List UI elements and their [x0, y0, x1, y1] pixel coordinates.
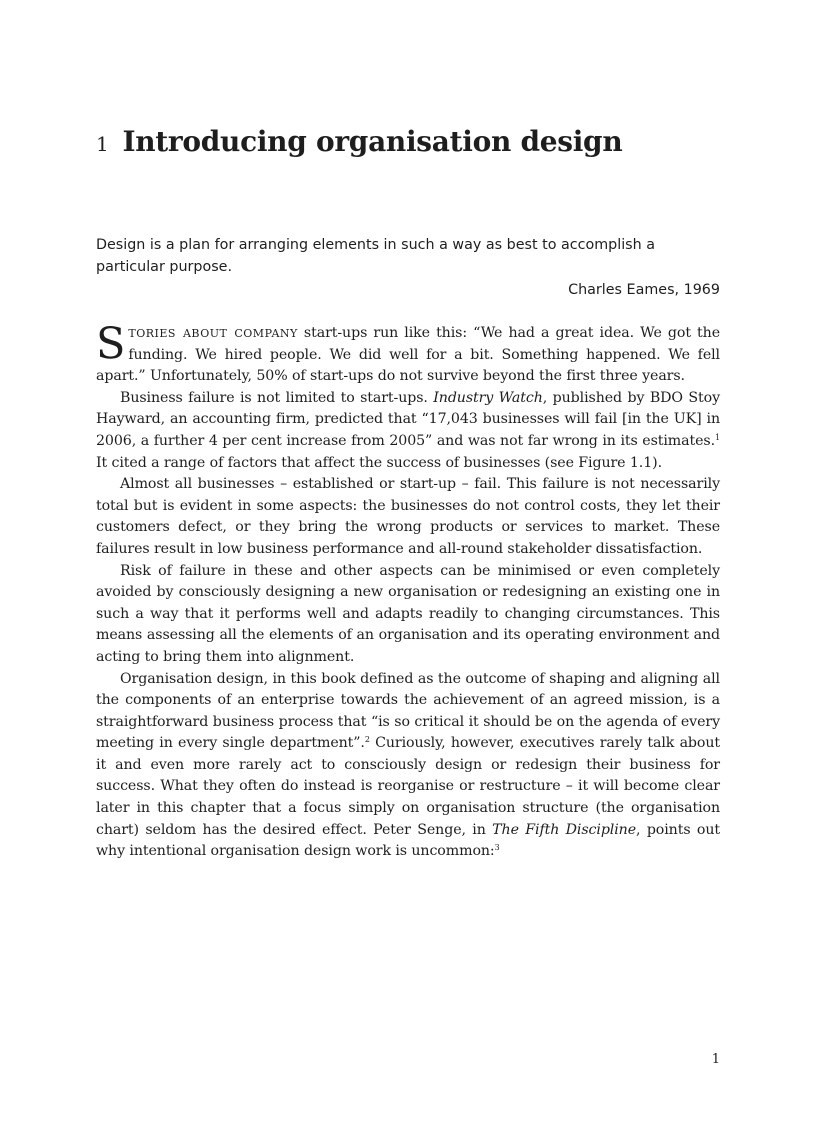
paragraph-2-text-a: Business failure is not limited to start-ups.	[120, 389, 434, 406]
paragraph-4: Risk of failure in these and other aspects can be minimised or even completely avoided by consciously designing a new organisation or redesigning an existing one in such a way that it performs well and adapts readily to changing circumstances. This means assessing all the elements of an organisation and its operating environment and acting to bring them into alignment.	[96, 562, 720, 665]
body-text	[96, 319, 720, 863]
chapter-number: 1	[96, 132, 109, 156]
paragraph-5-text-a: Organisation design, in this book defined as the outcome of shaping and aligning all the components of an enterprise towards the achievement of an agreed mission, is a straightforward business process that “is so critical it should be on the agenda of every meeting in every single department”.	[96, 670, 720, 752]
epigraph	[96, 234, 720, 301]
paragraph-5-text-b: Curiously, however, executives rarely talk about it and even more rarely act to consciously design or redesign their business for success. What they often do instead is reorganise or restructure – it will become clear later in this chapter that a focus simply on organisation structure (the organisation chart) seldom has the desired effect. Peter Senge, in	[96, 735, 720, 838]
drop-cap: S	[96, 319, 126, 369]
paragraph-2-text-c: It cited a range of factors that affect the success of businesses (see Figure 1.1).	[96, 454, 662, 471]
paragraph-3: Almost all businesses – established or start-up – fail. This failure is not necessarily total but is evident in some aspects: the businesses do not control costs, they let their customers defect, or they bring the wrong products or services to market. These failures result in low business performance and all-round stakeholder dissatisfaction.	[96, 476, 720, 557]
italic-title: The Fifth Discipline	[492, 821, 637, 838]
page-number: 1	[711, 1052, 720, 1067]
paragraph-5	[96, 669, 720, 863]
epigraph-quote: Design is a plan for arranging elements in such a way as best to accomplish a particular purpose.	[96, 237, 655, 275]
chapter-heading	[96, 122, 622, 164]
footnote-ref: 1	[715, 432, 720, 442]
footnote-ref: 2	[364, 735, 370, 745]
epigraph-attribution: Charles Eames, 1969	[568, 282, 720, 298]
small-caps-opening: tories about company	[128, 323, 298, 341]
paragraph-1-text: start-ups run like this: “We had a great idea. We got the funding. We hired people. We did well for a bit. Something happened. We fell apart.” Unfortunately, 50% of start-ups do not survive beyond the first three years.	[96, 325, 720, 385]
chapter-title: Introducing organisation design	[122, 125, 623, 158]
paragraph-2-text-b: , published by BDO Stoy Hayward, an accounting firm, predicted that “17,043 businesses will fail [in the UK] in 2006, a further 4 per cent increase from 2005” and was not far wrong in its estimates.	[96, 389, 720, 449]
paragraph-2	[96, 388, 720, 474]
paragraph-5-text-c: , points out why intentional organisation design work is uncommon:	[96, 821, 720, 860]
footnote-ref: 3	[494, 843, 500, 853]
italic-title: Industry Watch	[433, 389, 543, 406]
paragraph-1	[96, 319, 720, 388]
